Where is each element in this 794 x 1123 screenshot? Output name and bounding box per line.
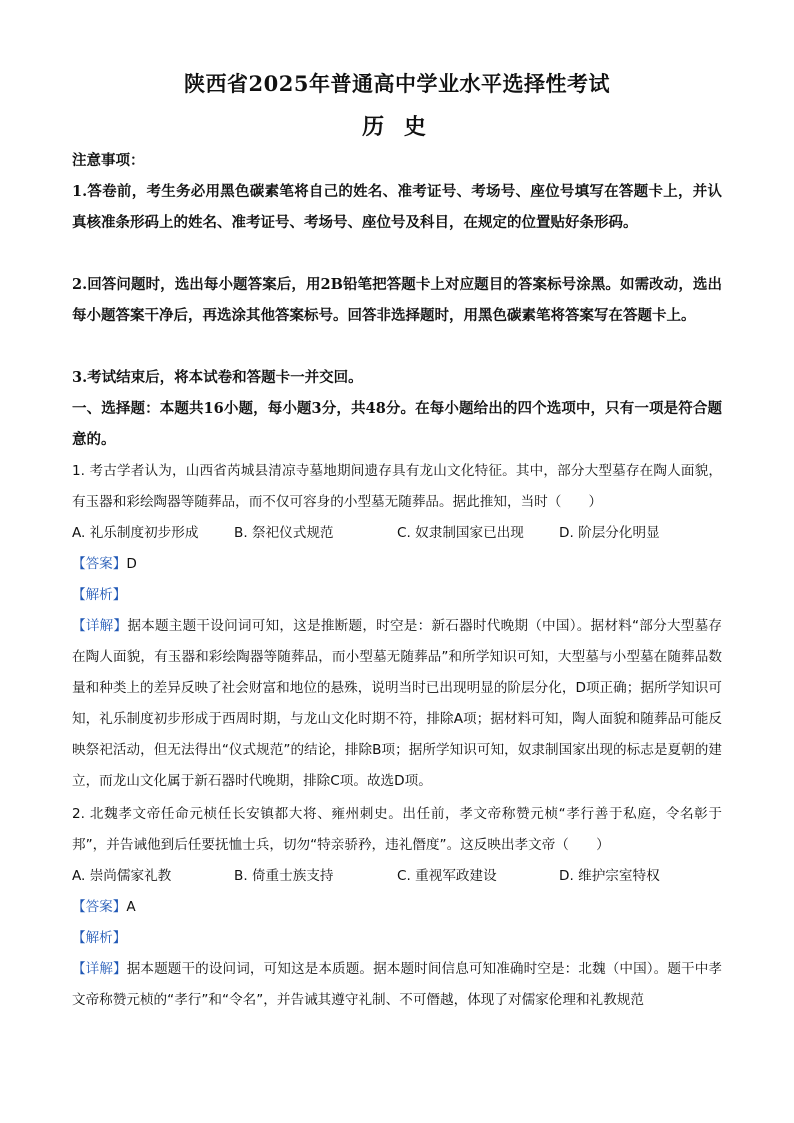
- question-2-analysis: [72, 923, 722, 954]
- answer-label: 【答案】: [72, 556, 127, 572]
- question-1-detail: [72, 611, 722, 797]
- notice-heading: 注意事项：: [72, 152, 145, 169]
- detail-text: 据本题主题干设问词可知，这是推断题，时空是：新石器时代晚期（中国）。据材料“部分大型墓存在陶人面貌，有玉器和彩绘陶器等随葬品，而小型墓无随葬品”和所学知识可知，大型墓与小型墓在随葬品数量和种类上的差异反映了社会财富和地位的悬殊，说明当时已出现明显的阶层分化，D项正确；据所学知识可知，礼乐制度初步形成于西周时期，与龙山文化时期不符，排除A项；据材料可知，陶人面貌和随葬品可能反映祭祀活动，但无法得出“仪式规范”的结论，排除B项；据所学知识可知，奴隶制国家出现的标志是夏朝的建立，而龙山文化属于新石器时代晚期，排除C项。故选D项。: [72, 618, 723, 789]
- question-1-option-d: D. 阶层分化明显: [559, 525, 660, 541]
- question-2-option-c: C. 重视军政建设: [397, 868, 497, 884]
- question-2-option-d: D. 维护宗室特权: [559, 868, 660, 884]
- question-1-option-a: A. 礼乐制度初步形成: [72, 525, 199, 541]
- question-1-option-c: C. 奴隶制国家已出现: [397, 525, 524, 541]
- analysis-label: 【解析】: [72, 930, 127, 946]
- question-2-answer: [72, 892, 722, 923]
- question-1-options: [72, 518, 722, 549]
- detail-text: 据本题题干的设问词，可知这是本质题。据本题时间信息可知准确时空是：北魏（中国）。题干中孝文帝称赞元桢的“孝行”和“令名”，并告诫其遵守礼制、不可僭越，体现了对儒家伦理和礼教规范: [72, 961, 723, 1008]
- exam-title: 陕西省2025年普通高中学业水平选择性考试: [184, 71, 610, 96]
- question-2-detail: [72, 954, 722, 1016]
- question-1-analysis: [72, 580, 722, 611]
- notice-item-1: 1.答卷前，考生务必用黑色碳素笔将自己的姓名、准考证号、考场号、座位号填写在答题卡上，并认真核准条形码上的姓名、准考证号、考场号、座位号及科目，在规定的位置贴好条形码。: [72, 183, 722, 231]
- answer-value: A: [126, 899, 136, 915]
- analysis-label: 【解析】: [72, 587, 127, 603]
- question-1-option-b: B. 祭祀仪式规范: [234, 525, 334, 541]
- answer-value: D: [126, 556, 137, 572]
- detail-label: 【详解】: [72, 618, 128, 634]
- answer-label: 【答案】: [72, 899, 127, 915]
- question-1-stem: 1. 考古学者认为，山西省芮城县清凉寺墓地期间遗存具有龙山文化特征。其中，部分大型墓存在陶人面貌，有玉器和彩绘陶器等随葬品，而不仅可容身的小型墓无随葬品。据此推知，当时（ ）: [72, 463, 722, 510]
- section-heading: 一、选择题：本题共16小题，每小题3分，共48分。在每小题给出的四个选项中，只有一项是符合题意的。: [72, 400, 722, 448]
- notice-item-2: 2.回答问题时，选出每小题答案后，用2B铅笔把答题卡上对应题目的答案标号涂黑。如需改动，选出每小题答案干净后，再选涂其他答案标号。回答非选择题时，用黑色碳素笔将答案写在答题卡上。: [72, 276, 722, 324]
- detail-label: 【详解】: [72, 961, 127, 977]
- question-1-answer: [72, 549, 722, 580]
- notice-item-3: 3.考试结束后，将本试卷和答题卡一并交回。: [72, 369, 363, 386]
- question-2-stem: 2. 北魏孝文帝任命元桢任长安镇都大将、雍州刺史。出任前，孝文帝称赞元桢“孝行善于私庭，令名彰于邦”，并告诫他到后任要抚恤士兵，切勿“特亲骄矜，违礼僭度”。这反映出孝文帝（ ）: [72, 806, 722, 853]
- subject-title: 历 史: [362, 114, 432, 140]
- question-2-option-a: A. 崇尚儒家礼教: [72, 868, 172, 884]
- question-2-option-b: B. 倚重士族支持: [234, 868, 334, 884]
- question-2-options: [72, 861, 722, 892]
